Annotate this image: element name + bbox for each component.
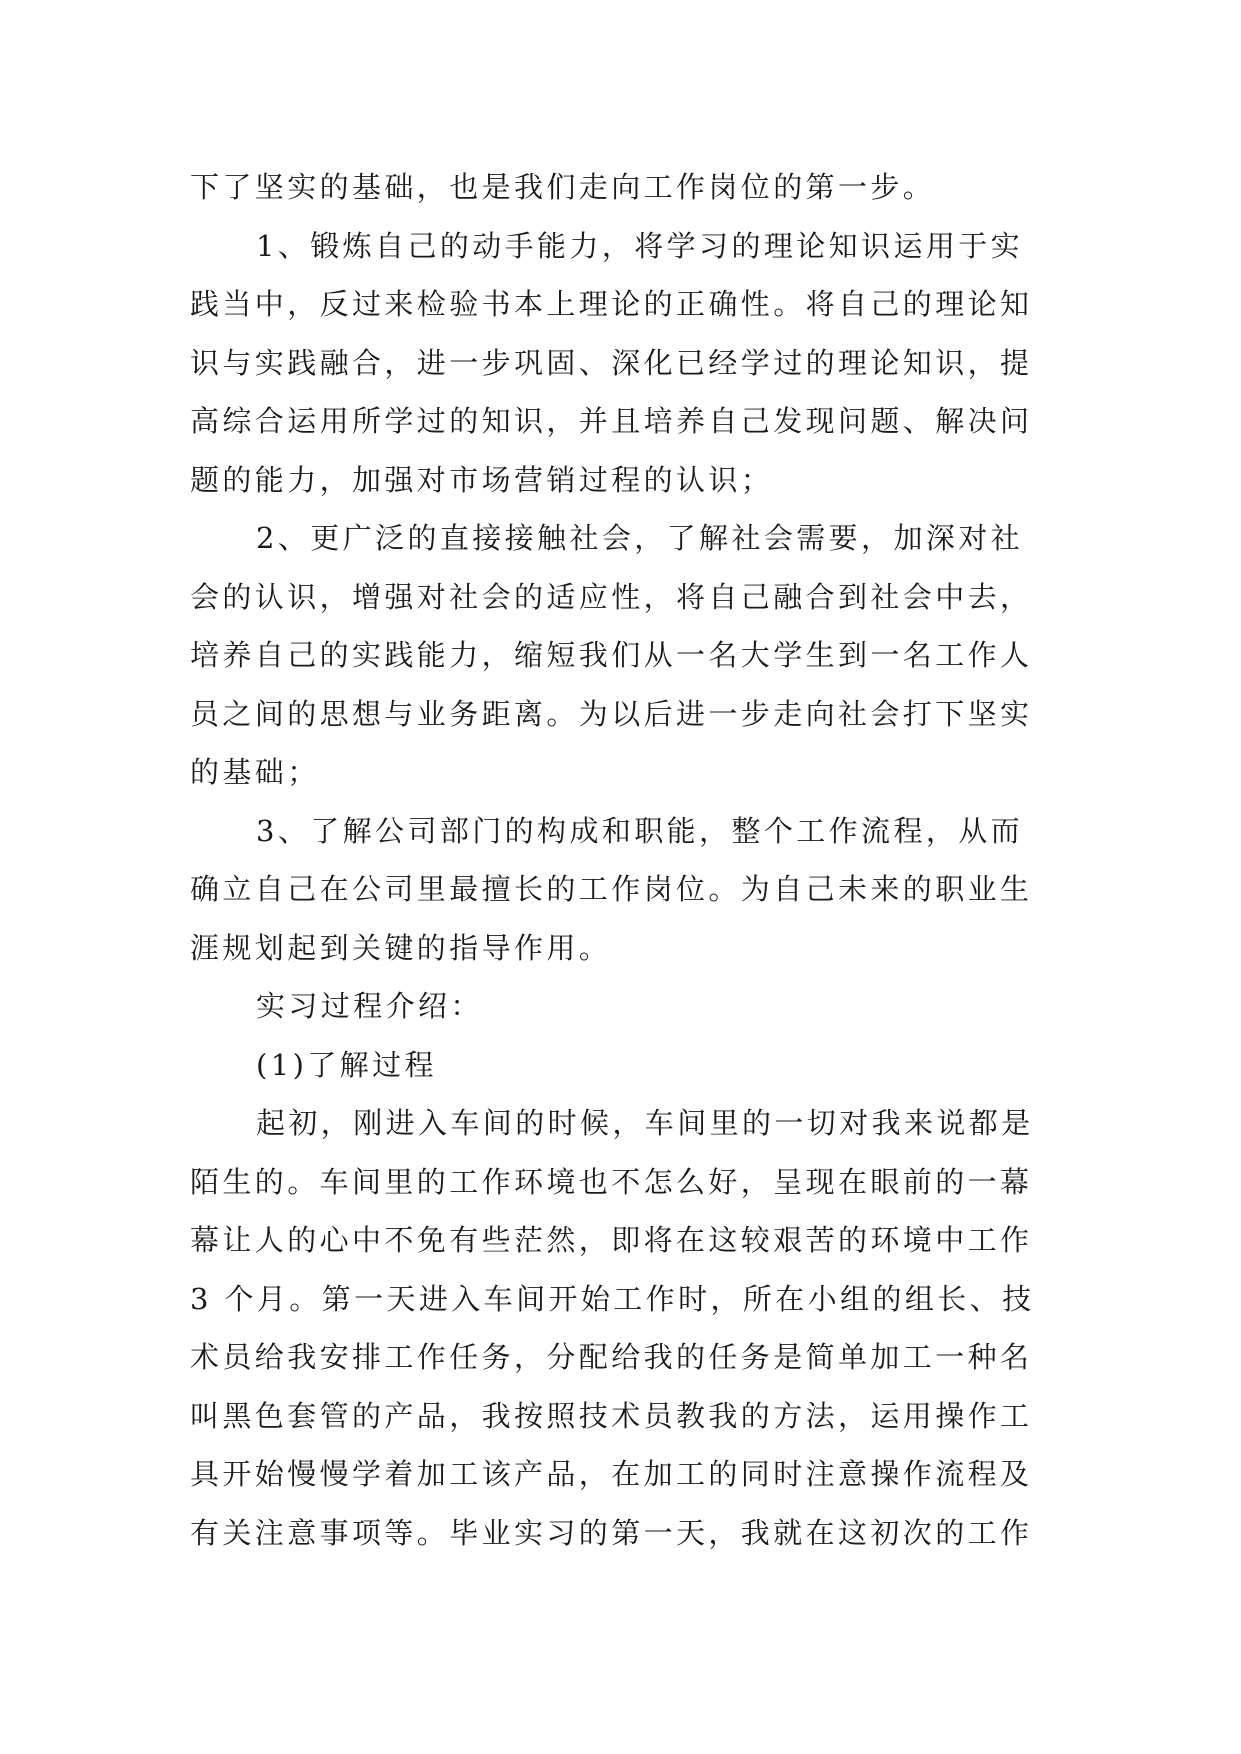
text-line: 高综合运用所学过的知识，并且培养自己发现问题、解决问	[190, 404, 1033, 438]
text-line: 培养自己的实践能力，缩短我们从一名大学生到一名工作人	[190, 638, 1033, 672]
text-line: 会的认识，增强对社会的适应性，将自己融合到社会中去，	[190, 579, 1033, 614]
text-line: 陌生的。车间里的工作环境也不怎么好，呈现在眼前的一幕	[190, 1164, 1033, 1199]
text-line: 幕让人的心中不免有些茫然，即将在这较艰苦的环境中工作	[190, 1223, 1033, 1257]
subsection-heading: (1)了解过程	[256, 1047, 437, 1082]
section-heading: 实习过程介绍：	[256, 989, 483, 1023]
text-line: 下了坚实的基础，也是我们走向工作岗位的第一步。	[190, 170, 936, 204]
text-line: 1、锻炼自己的动手能力，将学习的理论知识运用于实	[256, 228, 1024, 263]
text-line: 3 个月。第一天进入车间开始工作时，所在小组的组长、技	[190, 1281, 1035, 1316]
text-line: 有关注意事项等。毕业实习的第一天，我就在这初次的工作	[190, 1515, 1033, 1550]
text-line: 叫黑色套管的产品，我按照技术员教我的方法，运用操作工	[190, 1398, 1033, 1433]
text-line: 确立自己在公司里最擅长的工作岗位。为自己未来的职业生	[190, 872, 1033, 906]
text-line: 题的能力，加强对市场营销过程的认识；	[190, 462, 774, 497]
text-line: 具开始慢慢学着加工该产品，在加工的同时注意操作流程及	[190, 1457, 1033, 1491]
text-line: 员之间的思想与业务距离。为以后进一步走向社会打下坚实	[190, 696, 1033, 731]
text-line: 2、更广泛的直接接触社会，了解社会需要，加深对社	[256, 521, 1024, 555]
text-line: 涯规划起到关键的指导作用。	[190, 930, 612, 965]
text-line: 识与实践融合，进一步巩固、深化已经学过的理论知识，提	[190, 345, 1033, 380]
text-line: 3、了解公司部门的构成和职能，整个工作流程，从而	[256, 813, 1024, 848]
text-line: 术员给我安排工作任务，分配给我的任务是简单加工一种名	[190, 1340, 1033, 1374]
text-line: 起初，刚进入车间的时候，车间里的一切对我来说都是	[256, 1106, 1034, 1140]
document-body	[190, 158, 1060, 1562]
text-line: 践当中，反过来检验书本上理论的正确性。将自己的理论知	[190, 287, 1033, 321]
text-line: 的基础；	[190, 755, 320, 789]
